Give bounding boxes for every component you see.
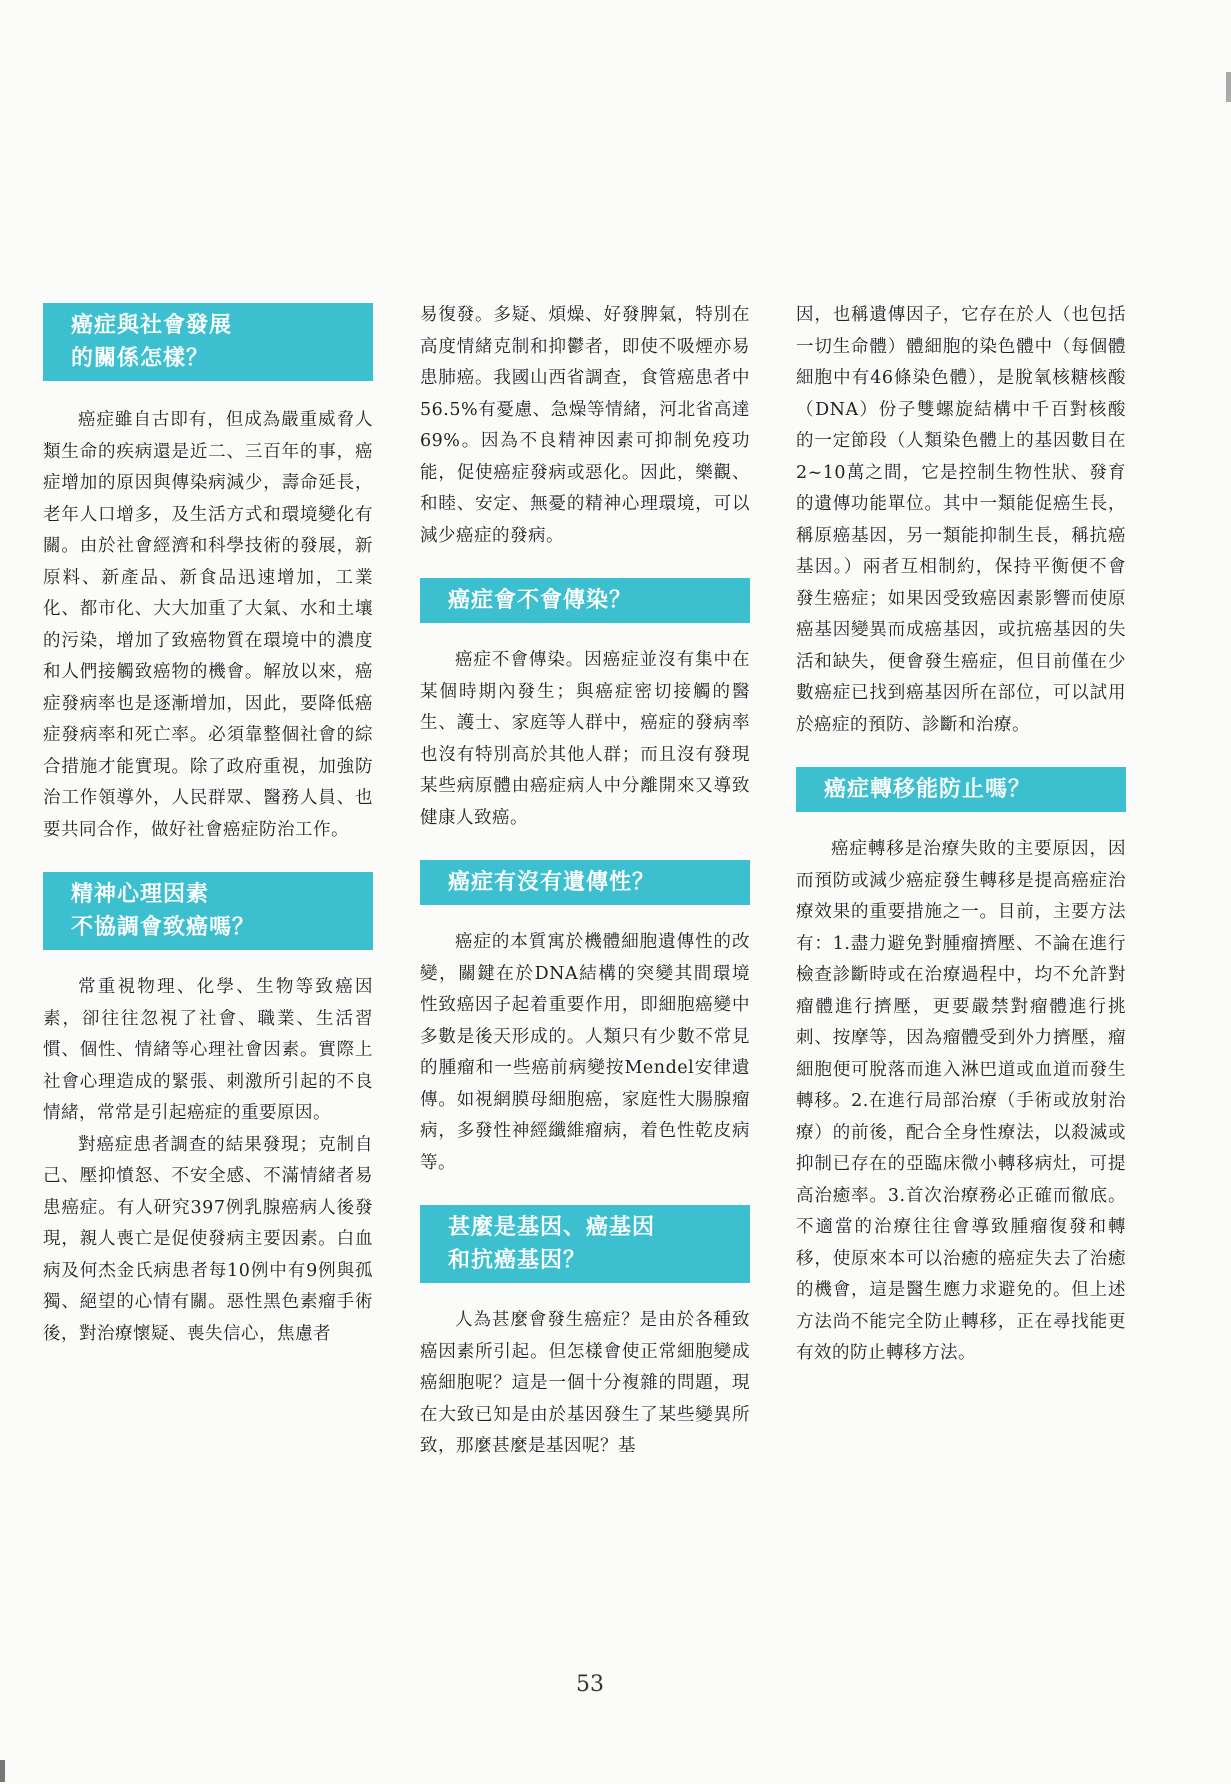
- page-number: 53: [576, 1672, 604, 1697]
- section-heading: 癌症轉移能防止嗎？: [796, 767, 1126, 812]
- scan-edge-mark: [1226, 72, 1231, 102]
- scan-edge-mark: [0, 1760, 5, 1782]
- body-paragraph: 常重視物理、化學、生物等致癌因素，卻往往忽視了社會、職業、生活習慣、個性、情緒等心理社會因素。實際上社會心理造成的緊張、刺激所引起的不良情緒，常常是引起癌症的重要原因。: [43, 977, 373, 1123]
- body-paragraph: 癌症不會傳染。因癌症並沒有集中在某個時期內發生；與癌症密切接觸的醫生、護士、家庭等人群中，癌症的發病率也沒有特別高於其他人群；而且沒有發現某些病原體由癌症病人中分離開來又導致健康人致癌。: [420, 650, 750, 828]
- body-paragraph: 癌症的本質寓於機體細胞遺傳性的改變，關鍵在於DNA結構的突變其間環境性致癌因子起着重要作用，即細胞癌變中多數是後天形成的。人類只有少數不常見的腫瘤和一些癌前病變按Mendel安律遺傳。如視網膜母細胞癌，家庭性大腸腺瘤病，多發性神經纖維瘤病，着色性乾皮病等。: [420, 932, 750, 1173]
- body-paragraph: 人為甚麼會發生癌症？是由於各種致癌因素所引起。但怎樣會使正常細胞變成癌細胞呢？這是一個十分複雜的問題，現在大致已知是由於基因發生了某些變異所致，那麼甚麼是基因呢？基: [420, 1310, 750, 1456]
- column-middle: [420, 300, 750, 1463]
- body-paragraph: 易復發。多疑、煩燥、好發脾氣，特別在高度情緒克制和抑鬱者，即使不吸煙亦易患肺癌。我國山西省調查，食管癌患者中56.5%有憂慮、急燥等情緒，河北省高達69%。因為不良精神因素可抑制免疫功能，促使癌症發病或惡化。因此，樂觀、和睦、安定、無憂的精神心理環境，可以減少癌症的發病。: [420, 305, 750, 546]
- column-right: [796, 300, 1126, 1370]
- body-paragraph: 因，也稱遺傳因子，它存在於人（也包括一切生命體）體細胞的染色體中（每個體細胞中有46條染色體），是脫氧核糖核酸（DNA）份子雙螺旋結構中千百對核酸的一定節段（人類染色體上的基因數目在2~10萬之間，它是控制生物性狀、發育的遺傳功能單位。其中一類能促癌生長，稱原癌基因，另一類能抑制生長，稱抗癌基因。）兩者互相制約，保持平衡便不會發生癌症；如果因受致癌因素影響而使原癌基因變異而成癌基因，或抗癌基因的失活和缺失，便會發生癌症，但目前僅在少數癌症已找到癌基因所在部位，可以試用於癌症的預防、診斷和治療。: [796, 305, 1126, 735]
- body-paragraph: 癌症轉移是治療失敗的主要原因，因而預防或減少癌症發生轉移是提高癌症治療效果的重要措施之一。目前，主要方法有：1.盡力避免對腫瘤擠壓、不論在進行檢查診斷時或在治療過程中，均不允許對瘤體進行擠壓，更要嚴禁對瘤體進行挑刺、按摩等，因為瘤體受到外力擠壓，瘤細胞便可脫落而進入淋巴道或血道而發生轉移。2.在進行局部治療（手術或放射治療）的前後，配合全身性療法，以殺滅或抑制已存在的亞臨床微小轉移病灶，可提高治癒率。3.首次治療務必正確而徹底。不適當的治療往往會導致腫瘤復發和轉移，使原來本可以治癒的癌症失去了治癒的機會，這是醫生應力求避免的。但上述方法尚不能完全防止轉移，正在尋找能更有效的防止轉移方法。: [796, 839, 1126, 1363]
- body-paragraph: 癌症雖自古即有，但成為嚴重威脅人類生命的疾病還是近二、三百年的事，癌症增加的原因與傳染病減少，壽命延長，老年人口增多，及生活方式和環境變化有關。由於社會經濟和科學技術的發展，新原料、新產品、新食品迅速增加，工業化、都市化、大大加重了大氣、水和土壤的污染，增加了致癌物質在環境中的濃度和人們接觸致癌物的機會。解放以來，癌症發病率也是逐漸增加，因此，要降低癌症發病率和死亡率。必須靠整個社會的綜合措施才能實現。除了政府重視，加強防治工作領導外，人民群眾、醫務人員、也要共同合作，做好社會癌症防治工作。: [43, 410, 373, 840]
- section-heading: 癌症會不會傳染？: [420, 578, 750, 623]
- section-heading: 癌症與社會發展 的關係怎樣？: [43, 303, 373, 381]
- column-left: [43, 300, 373, 1350]
- section-heading: 精神心理因素 不協調會致癌嗎？: [43, 872, 373, 950]
- body-paragraph: 對癌症患者調查的結果發現；克制自己、壓抑憤怒、不安全感、不滿情緒者易患癌症。有人研究397例乳腺癌病人後發現，親人喪亡是促使發病主要因素。白血病及何杰金氏病患者每10例中有9例與孤獨、絕望的心情有關。惡性黑色素瘤手術後，對治療懷疑、喪失信心，焦慮者: [43, 1134, 373, 1344]
- section-heading: 癌症有沒有遺傳性？: [420, 860, 750, 905]
- section-heading: 甚麼是基因、癌基因 和抗癌基因？: [420, 1205, 750, 1283]
